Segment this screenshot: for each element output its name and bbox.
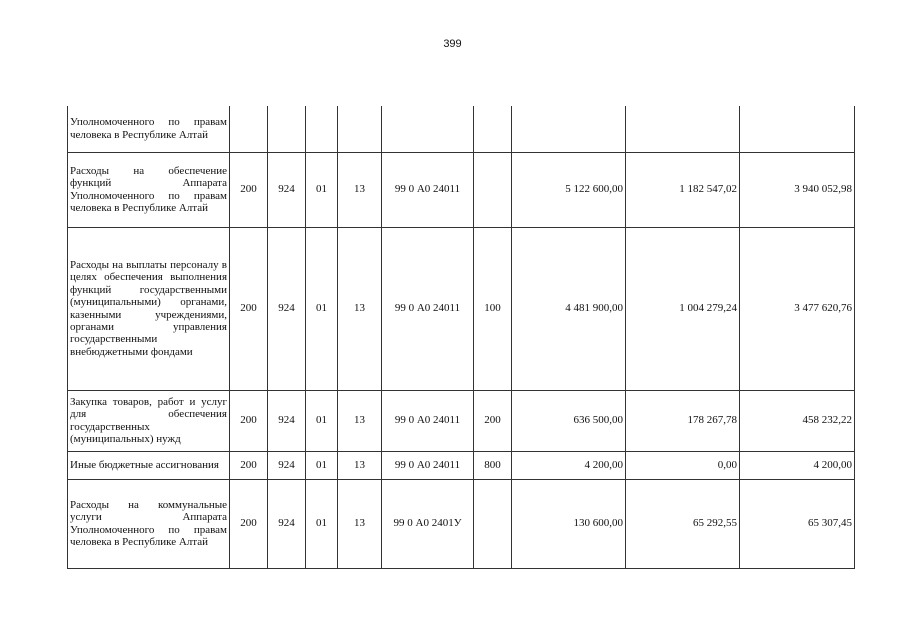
table-row: [68, 106, 855, 152]
table-row: [68, 152, 855, 227]
table-row: [68, 390, 855, 451]
grbs-cell: 200: [230, 479, 268, 568]
rz-cell: 01: [306, 390, 338, 451]
rz-cell: [306, 106, 338, 152]
pr-cell: 13: [338, 227, 382, 390]
csr-cell: 99 0 А0 24011: [382, 451, 474, 479]
pr-cell: 13: [338, 479, 382, 568]
csr-cell: 99 0 А0 24011: [382, 390, 474, 451]
ved-cell: 924: [268, 152, 306, 227]
plan-cell: [512, 106, 626, 152]
rest-cell: 458 232,22: [740, 390, 855, 451]
ved-cell: 924: [268, 451, 306, 479]
vr-cell: [474, 106, 512, 152]
row-name-cell: Закупка товаров, работ и услуг для обеспечения государственных (муниципальных) нужд: [68, 390, 230, 451]
plan-cell: 4 481 900,00: [512, 227, 626, 390]
grbs-cell: [230, 106, 268, 152]
fact-cell: 65 292,55: [626, 479, 740, 568]
rz-cell: 01: [306, 152, 338, 227]
table-row: [68, 479, 855, 568]
vr-cell: [474, 152, 512, 227]
row-name-cell: Расходы на обеспечение функций Аппарата Уполномоченного по правам человека в Республике Алтай: [68, 152, 230, 227]
plan-cell: 130 600,00: [512, 479, 626, 568]
vr-cell: 800: [474, 451, 512, 479]
vr-cell: [474, 479, 512, 568]
pr-cell: 13: [338, 451, 382, 479]
ved-cell: 924: [268, 390, 306, 451]
table-row: [68, 451, 855, 479]
plan-cell: 636 500,00: [512, 390, 626, 451]
rz-cell: 01: [306, 479, 338, 568]
rest-cell: 4 200,00: [740, 451, 855, 479]
plan-cell: 4 200,00: [512, 451, 626, 479]
vr-cell: 200: [474, 390, 512, 451]
fact-cell: 178 267,78: [626, 390, 740, 451]
fact-cell: 1 182 547,02: [626, 152, 740, 227]
csr-cell: 99 0 А0 24011: [382, 227, 474, 390]
row-name-cell: Иные бюджетные ассигнования: [68, 451, 230, 479]
rz-cell: 01: [306, 451, 338, 479]
grbs-cell: 200: [230, 152, 268, 227]
rz-cell: 01: [306, 227, 338, 390]
ved-cell: 924: [268, 227, 306, 390]
csr-cell: 99 0 А0 2401У: [382, 479, 474, 568]
pr-cell: 13: [338, 390, 382, 451]
row-name-cell: Расходы на коммунальные услуги Аппарата Уполномоченного по правам человека в Республике Алтай: [68, 479, 230, 568]
fact-cell: 0,00: [626, 451, 740, 479]
csr-cell: [382, 106, 474, 152]
row-name-cell: Уполномоченного по правам человека в Республике Алтай: [68, 106, 230, 152]
plan-cell: 5 122 600,00: [512, 152, 626, 227]
budget-table: [67, 106, 855, 569]
ved-cell: 924: [268, 479, 306, 568]
pr-cell: 13: [338, 152, 382, 227]
rest-cell: [740, 106, 855, 152]
rest-cell: 3 940 052,98: [740, 152, 855, 227]
row-name-cell: Расходы на выплаты персоналу в целях обеспечения выполнения функций государственными (муниципальными) органами, казенными учреждениями, органами управления государственными внебюджетными фондами: [68, 227, 230, 390]
page-number: 399: [443, 38, 462, 50]
pr-cell: [338, 106, 382, 152]
grbs-cell: 200: [230, 451, 268, 479]
ved-cell: [268, 106, 306, 152]
fact-cell: 1 004 279,24: [626, 227, 740, 390]
csr-cell: 99 0 А0 24011: [382, 152, 474, 227]
fact-cell: [626, 106, 740, 152]
vr-cell: 100: [474, 227, 512, 390]
grbs-cell: 200: [230, 390, 268, 451]
table-row: [68, 227, 855, 390]
rest-cell: 65 307,45: [740, 479, 855, 568]
rest-cell: 3 477 620,76: [740, 227, 855, 390]
grbs-cell: 200: [230, 227, 268, 390]
